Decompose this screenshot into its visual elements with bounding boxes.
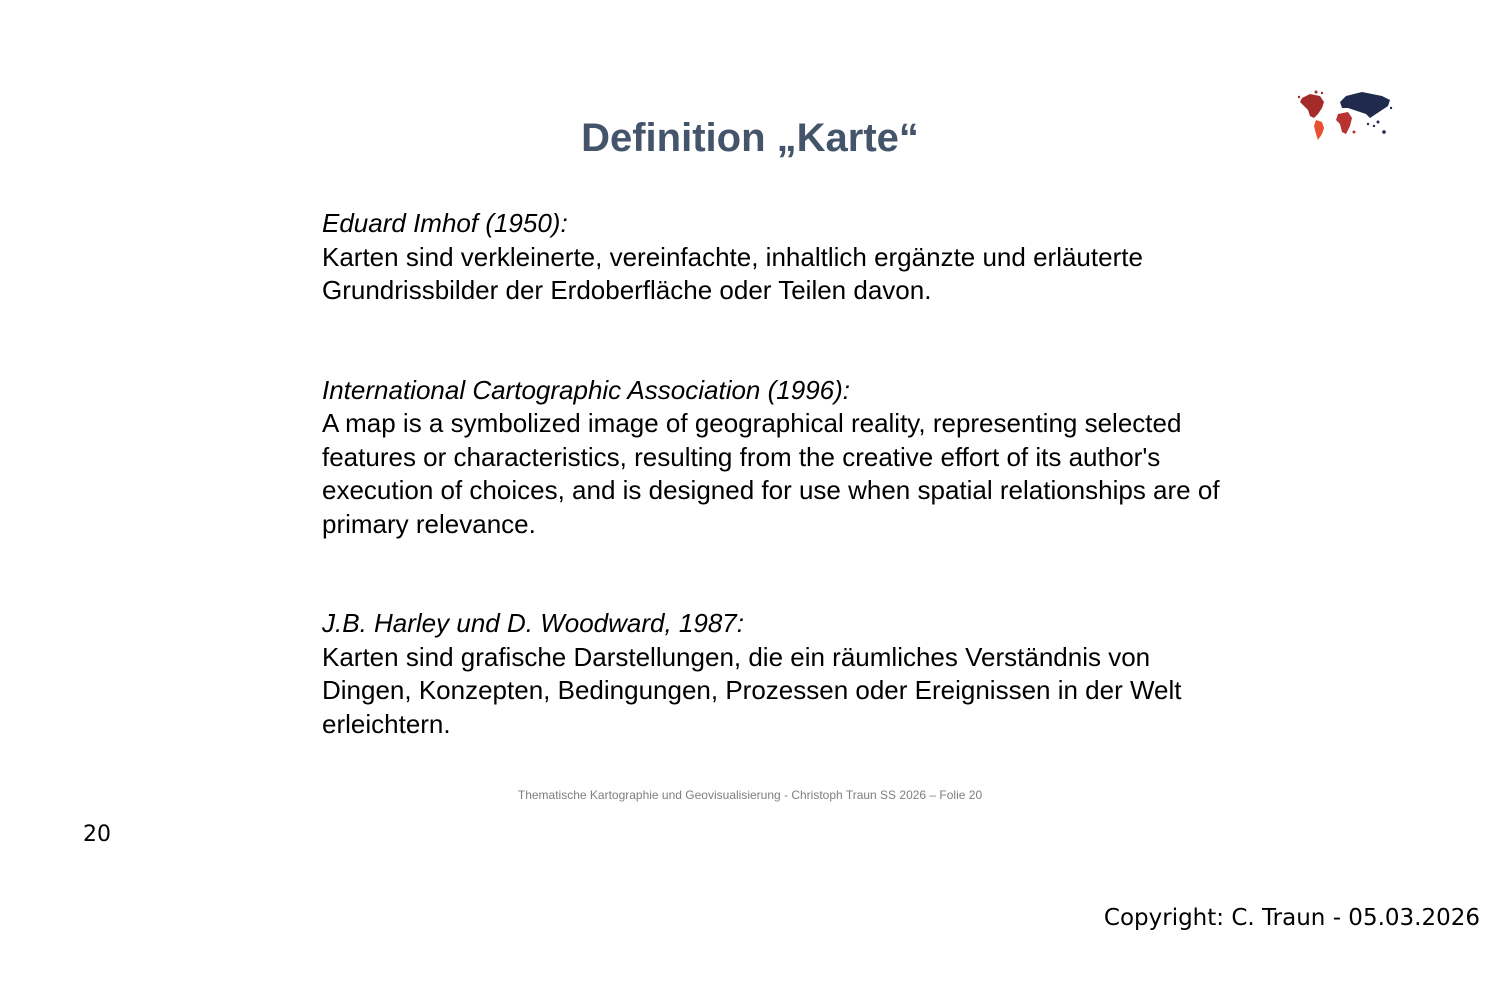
definition-text: A map is a symbolized image of geographical reality, representing selected features or characteristics, resulting from the creative effort of its author's execution of choices, and is designed for use when spatial relationships are of primary relevance. [322, 408, 1220, 539]
definition-source: International Cartographic Association (1996): [322, 374, 850, 405]
definition-source: J.B. Harley und D. Woodward, 1987: [322, 608, 744, 638]
slide-title: Definition „Karte“ [581, 116, 919, 160]
definition-source: Eduard Imhof (1950): [322, 208, 568, 238]
definitions-list [322, 207, 1222, 741]
definition-imhof [322, 207, 1222, 308]
definition-text: Karten sind verkleinerte, vereinfachte, inhaltlich ergänzte und erläuterte Grundrissbilder der Erdoberfläche oder Teilen davon. [322, 241, 1143, 305]
world-map-icon [1296, 88, 1394, 142]
definition-text: Karten sind grafische Darstellungen, die ein räumliches Verständnis von Dingen, Konzepten, Bedingungen, Prozessen oder Ereignissen in der Welt erleichtern. [322, 641, 1182, 739]
definition-harley-woodward [322, 607, 1222, 741]
page-number: 20 [83, 822, 111, 847]
slide-footer: Thematische Kartographie und Geovisualisierung - Christoph Traun SS 2026 – Folie 20 [517, 788, 983, 802]
definition-ica [322, 374, 1222, 542]
copyright-notice: Copyright: C. Traun - 05.03.2026 [1103, 905, 1480, 931]
